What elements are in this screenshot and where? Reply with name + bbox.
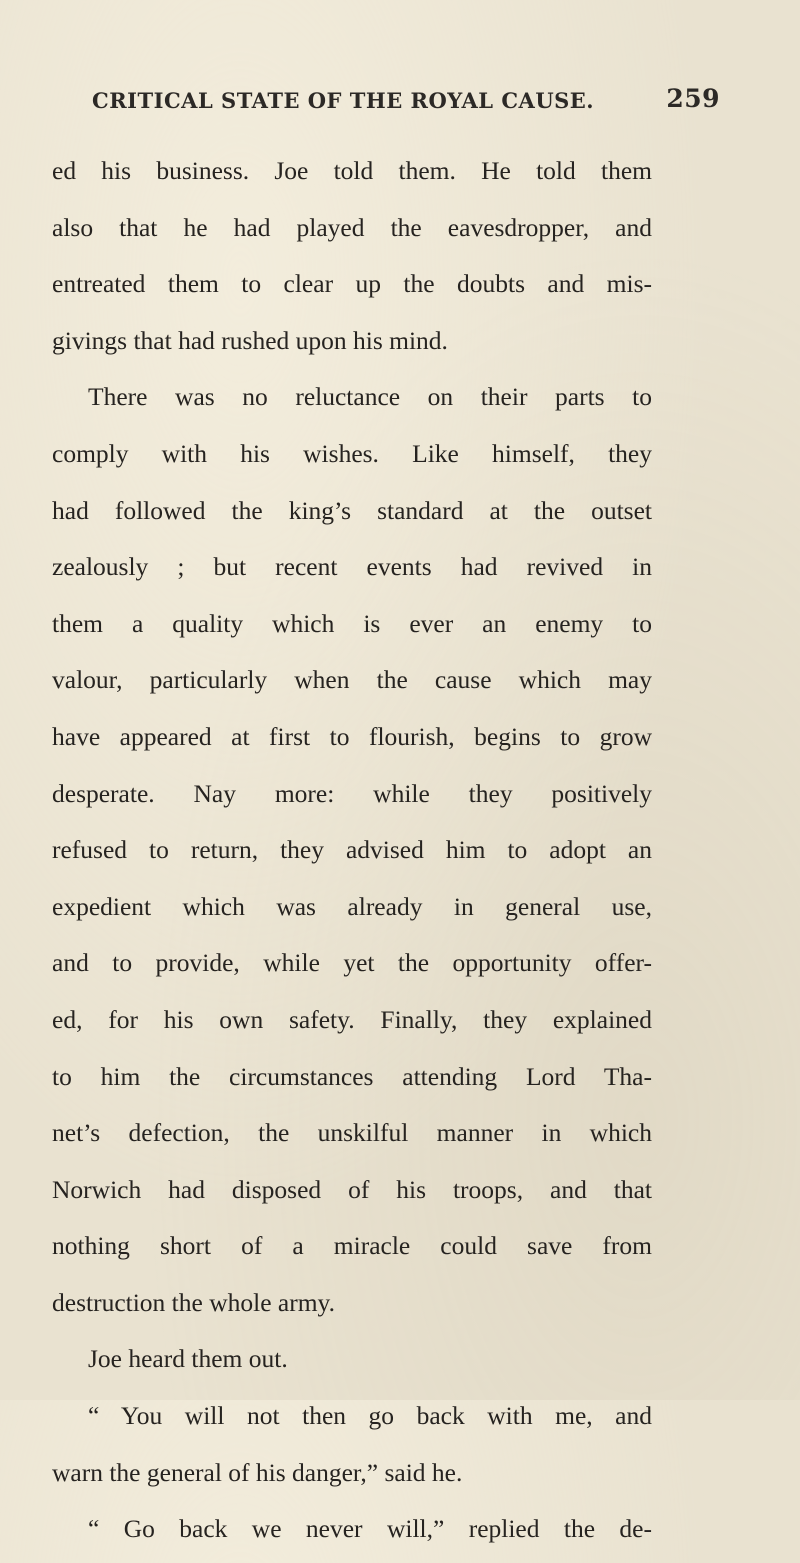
text-line: desperate. Nay more: while they positively	[52, 778, 652, 808]
text-line: destruction the whole army.	[52, 1287, 336, 1317]
text-line: nothing short of a miracle could save from	[52, 1231, 652, 1261]
text-line: refused to return, they advised him to adopt an	[52, 835, 652, 865]
page-number: 259	[666, 84, 720, 113]
text-line: net’s defection, the unskilful manner in which	[52, 1118, 652, 1148]
text-line: There was no reluctance on their parts to	[88, 382, 652, 412]
text-line: them a quality which is ever an enemy to	[52, 608, 652, 638]
text-line: warn the general of his danger,” said he.	[52, 1457, 463, 1487]
text-line: “ You will not then go back with me, and	[88, 1401, 652, 1431]
text-line: also that he had played the eavesdropper, and	[52, 212, 652, 242]
text-line: had followed the king’s standard at the outset	[52, 495, 652, 525]
text-line: Norwich had disposed of his troops, and that	[52, 1174, 652, 1204]
text-line: givings that had rushed upon his mind.	[52, 325, 448, 355]
running-head	[92, 84, 720, 128]
text-line: “ Go back we never will,” replied the de-	[88, 1514, 652, 1544]
text-line: ed, for his own safety. Finally, they explained	[52, 1004, 652, 1034]
text-line: comply with his wishes. Like himself, they	[52, 438, 652, 468]
text-line: entreated them to clear up the doubts and mis-	[52, 269, 652, 299]
text-line: to him the circumstances attending Lord Tha-	[52, 1061, 652, 1091]
text-line: and to provide, while yet the opportunity offer-	[52, 948, 652, 978]
body-text	[52, 148, 652, 1563]
text-line: Joe heard them out.	[88, 1344, 288, 1374]
text-line: valour, particularly when the cause which may	[52, 665, 652, 695]
text-line: have appeared at first to flourish, begins to grow	[52, 721, 652, 751]
text-line: ed his business. Joe told them. He told them	[52, 156, 652, 185]
text-line: zealously ; but recent events had revived in	[52, 552, 652, 582]
text-line: expedient which was already in general use,	[52, 891, 652, 921]
running-head-title: CRITICAL STATE OF THE ROYAL CAUSE.	[92, 88, 595, 113]
